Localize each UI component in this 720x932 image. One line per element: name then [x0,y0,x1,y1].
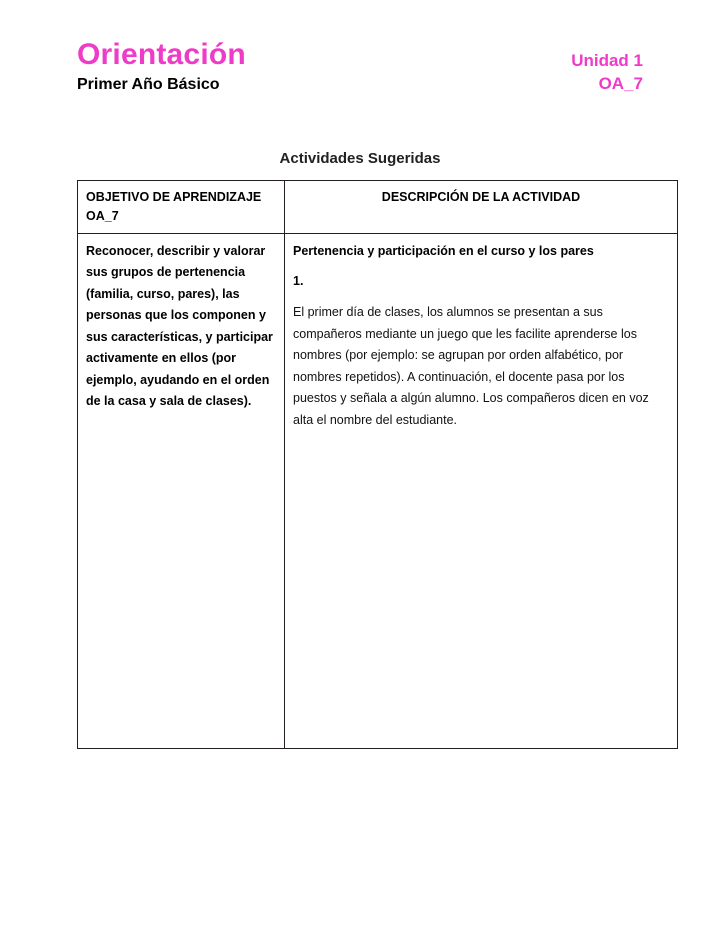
grade-title: Primer Año Básico [77,76,220,93]
table-row [78,233,678,748]
header-right-block [571,38,643,96]
header-left-block [77,38,246,94]
table-header-description: DESCRIPCIÓN DE LA ACTIVIDAD [285,181,678,234]
activity-number: 1. [293,273,304,288]
table-header-objective: OBJETIVO DE APRENDIZAJE OA_7 [78,181,285,234]
table-header-row [78,181,678,234]
oa-code-label: OA_7 [598,73,643,93]
activity-heading: Pertenencia y participación en el curso y los pares [293,243,594,258]
activities-table [77,180,678,749]
section-title: Actividades Sugeridas [279,150,441,167]
activity-text: El primer día de clases, los alumnos se presentan a sus compañeros mediante un juego que les facilite aprenderse los nombres (por ejemplo: se agrupan por orden alfabético, por nombres repetidos). A continuación, el docente pasa por los puestos y señala a algún alumno. Los compañeros dicen en voz alta el nombre del estudiante. [293,305,649,427]
objective-text: Reconocer, describir y valorar sus grupos de pertenencia (familia, curso, pares), las personas que los componen y sus características, y participar activamente en ellos (por ejemplo, ayudando en el orden de la casa y sala de clases). [78,233,285,748]
document-header [77,38,643,96]
activity-description-cell [285,233,678,748]
subject-title: Orientación [77,38,246,71]
unit-label: Unidad 1 [571,51,643,70]
